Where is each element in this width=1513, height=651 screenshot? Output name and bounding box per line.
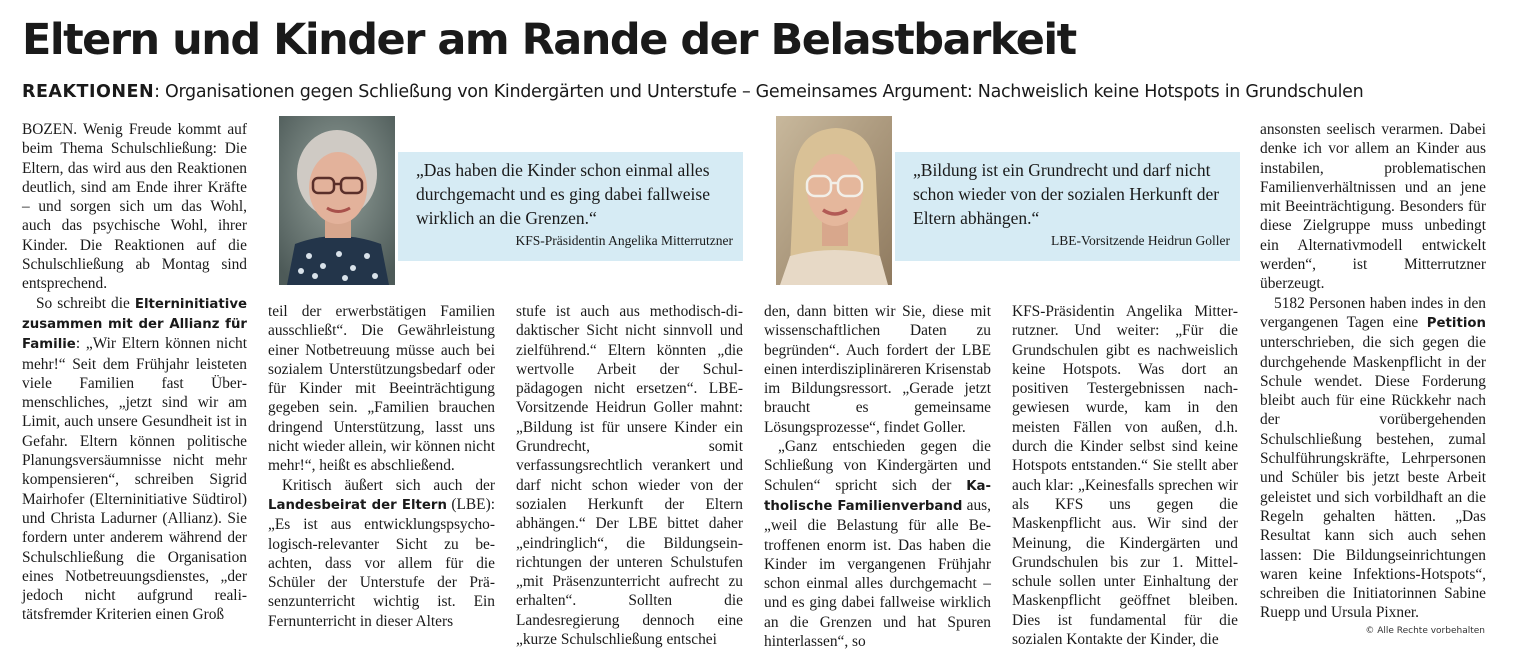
text-run: aus, „weil die Belastung für alle Betroffenen enorm ist. Das haben die Kinder im vergangenen Frühjahr schon einmal alles durchgemacht – und es ging dabei fallweise wirklich an die Grenzen und hat Spuren hinterlassen“, so bbox=[764, 496, 991, 651]
article-column-6 bbox=[1260, 120, 1486, 620]
paragraph: KFS-Präsidentin Angelika Mitterrutzner. Und weiter: „Für die Grundschulen gibt es nachweislich keine Hotspots. Was dort an positiven Testergebnissen nachgewiesen wurde, kam in den meisten Fällen von außen, d.h. durch die Kinder selbst sind keine Hotspots entstanden.“ Sie stellt aber auch klar: „Keinesfalls sprechen wir als KFS uns gegen die Maskenpflicht aus. Wir sind der Meinung, die Kindergärten und Grundschulen bis zur 1. Mittelschule sollen unter Einhaltung der Maskenpflicht geöffnet bleiben. Dies ist fundamental für die sozialen Kontakte der Kinder, die bbox=[1012, 303, 1238, 649]
text-run: Kritisch äußert sich auch der bbox=[282, 476, 495, 494]
headline: Eltern und Kinder am Rande der Belastbarkeit bbox=[22, 15, 1076, 65]
portrait-photo-mitterrutzner bbox=[279, 116, 395, 285]
paragraph: BOZEN. Wenig Freude kommt auf beim Thema Schulschließung: Die Eltern, das wird aus den Reaktionen deutlich, sind am Ende ihrer Kräfte – und sorgen sich um das Wohl, auch das psychische Wohl, ihrer Kinder. Die Reaktionen auf die Schulschließung ab Montag sind entsprechend. bbox=[22, 121, 247, 293]
text-run: So schreibt die bbox=[36, 294, 135, 312]
subhead-text: : Organisationen gegen Schließung von Kindergärten und Unterstufe – Gemeinsames Argument: Nachweislich keine Hotspots in Grundschulen bbox=[154, 82, 1364, 102]
pull-quote-1 bbox=[398, 152, 743, 261]
paragraph: ansonsten seelisch verarmen. Dabei denke ich vor allem an Kinder aus instabilen, problematischen Familienverhältnissen und an jene mit Beeinträchtigung. Besonders für diese Zielgruppe muss unbedingt ein Alternativmodell entwickelt werden“, ist Mitterrutzner überzeugt. bbox=[1260, 121, 1486, 293]
copyright-notice: © Alle Rechte vorbehalten bbox=[1365, 626, 1485, 636]
paragraph bbox=[22, 294, 247, 625]
paragraph: den, dann bitten wir Sie, diese mit wissenschaftlichen Daten zu begründen“. Auch fordert der LBE einen interdisziplinäreren Krisenstab im Bildungsressort. „Gerade jetzt braucht es gemeinsame Lösungsprozesse“, findet Goller. bbox=[764, 303, 991, 436]
article-column-4 bbox=[764, 302, 991, 651]
subheadline bbox=[22, 79, 1363, 105]
article-column-2 bbox=[268, 302, 495, 640]
pull-quote-text: „Bildung ist ein Grundrecht und darf nicht schon wieder von der sozialen Herkunft der Eltern abhängen.“ bbox=[913, 160, 1220, 228]
bold-organization-name: Elterninitiative zusammen mit der Allianz für Familie bbox=[22, 296, 247, 353]
text-run: 5182 Personen haben indes in den vergangenen Tagen eine bbox=[1260, 294, 1486, 331]
article-column-1 bbox=[22, 120, 247, 640]
bold-organization-name: Katholische Familienverband bbox=[764, 478, 991, 514]
pull-quote-text: „Das haben die Kinder schon einmal alles durchgemacht und es ging dabei fallweise wirklich an die Grenzen.“ bbox=[416, 160, 710, 228]
text-run: : „Wir Eltern können nicht mehr!“ Seit dem Frühjahr leisteten viele Familien fast Übermenschliches, „jetzt sind wir am Limit, auch unsere Gesundheit ist in Gefahr. Eltern können politische Planungsversäumnisse nicht mehr kompensieren“, schreiben Sigrid Mairhofer (Elterninitiative Südtirol) und Christa Ladurner (Allianz). Sie fordern unter anderem während der Schulschließung die Organisation eines Notbetreuungsdienstes, „der jedoch nicht aufgrund realitätsfremder Kriterien einen Groß bbox=[22, 335, 247, 624]
article-column-5 bbox=[1012, 302, 1238, 649]
bold-petition-term: Petition bbox=[1426, 315, 1486, 331]
pull-quote-source: KFS-Präsidentin Angelika Mitterrutzner bbox=[515, 233, 733, 248]
text-run: unterschrieben, die sich gegen die durchgehende Maskenpflicht in der Schule wendet. Diese Forderung bleibt auch für eine Rückkehr nach der vorübergehenden Schulschließung bestehen, zumal Schulführungskräfte, Lehrpersonen und Schüler bis jetzt beste Arbeit geleistet und sich vorbildhaft an die Regeln gehalten hätten. „Das Resultat kann sich auch sehen lassen: Die Bildungseinrichtungen waren keine Infektions-Hotspots“, schreiben die Initiatorinnen Sabine Ruepp und Ursula Pixner. bbox=[1260, 334, 1486, 622]
article-column-3 bbox=[516, 302, 743, 649]
text-run: (LBE): „Es ist aus entwicklungspsychologisch-relevanter Sicht zu beachten, dass vor allem für die Schüler der Unterstufe der Präsenzunterricht wichtig ist. Ein Fernunterricht in dieser Alters bbox=[268, 495, 495, 630]
pull-quote-2 bbox=[895, 152, 1240, 261]
text-run: „Ganz entschieden gegen die Schließung von Kindergärten und Schulen“ spricht sich der bbox=[764, 438, 991, 494]
paragraph bbox=[268, 476, 495, 631]
pull-quote-source: LBE-Vorsitzende Heidrun Goller bbox=[1051, 233, 1230, 248]
paragraph: stufe ist auch aus methodisch-didaktischer Sicht nicht sinnvoll und zielführend.“ Eltern könnten „die wertvolle Arbeit der Schulpädagogen nicht ersetzen“. LBE-Vorsitzende Heidrun Goller mahnt: „Bildung ist für unsere Kinder ein Grundrecht, somit verfassungsrechtlich verankert und darf nicht schon wieder von der sozialen Herkunft der Eltern abhängen.“ Der LBE bittet daher „eindringlich“, die Bildungseinrichtungen der unteren Schulstufen „mit Präsenzunterricht aufrecht zu erhalten“. Sollten die Landesregierung dennoch eine „kurze Schulschließung entschei bbox=[516, 303, 743, 649]
paragraph bbox=[1260, 294, 1486, 623]
bold-organization-name: Landesbeirat der Eltern bbox=[268, 497, 447, 513]
portrait-photo-goller bbox=[776, 116, 892, 285]
subhead-kicker: REAKTIONEN bbox=[22, 82, 155, 102]
paragraph: teil der erwerbstätigen Familien ausschließt“. Die Gewährleistung einer Notbetreuung müsse auch bei sozialem Unterstützungsbedarf oder für Kinder mit Beeinträchtigung gegeben sein. „Familien brauchen dringend Unterstützung, lasst uns nicht wieder allein, wir können nicht mehr!“, heißt es abschließend. bbox=[268, 303, 495, 475]
paragraph bbox=[764, 437, 991, 651]
